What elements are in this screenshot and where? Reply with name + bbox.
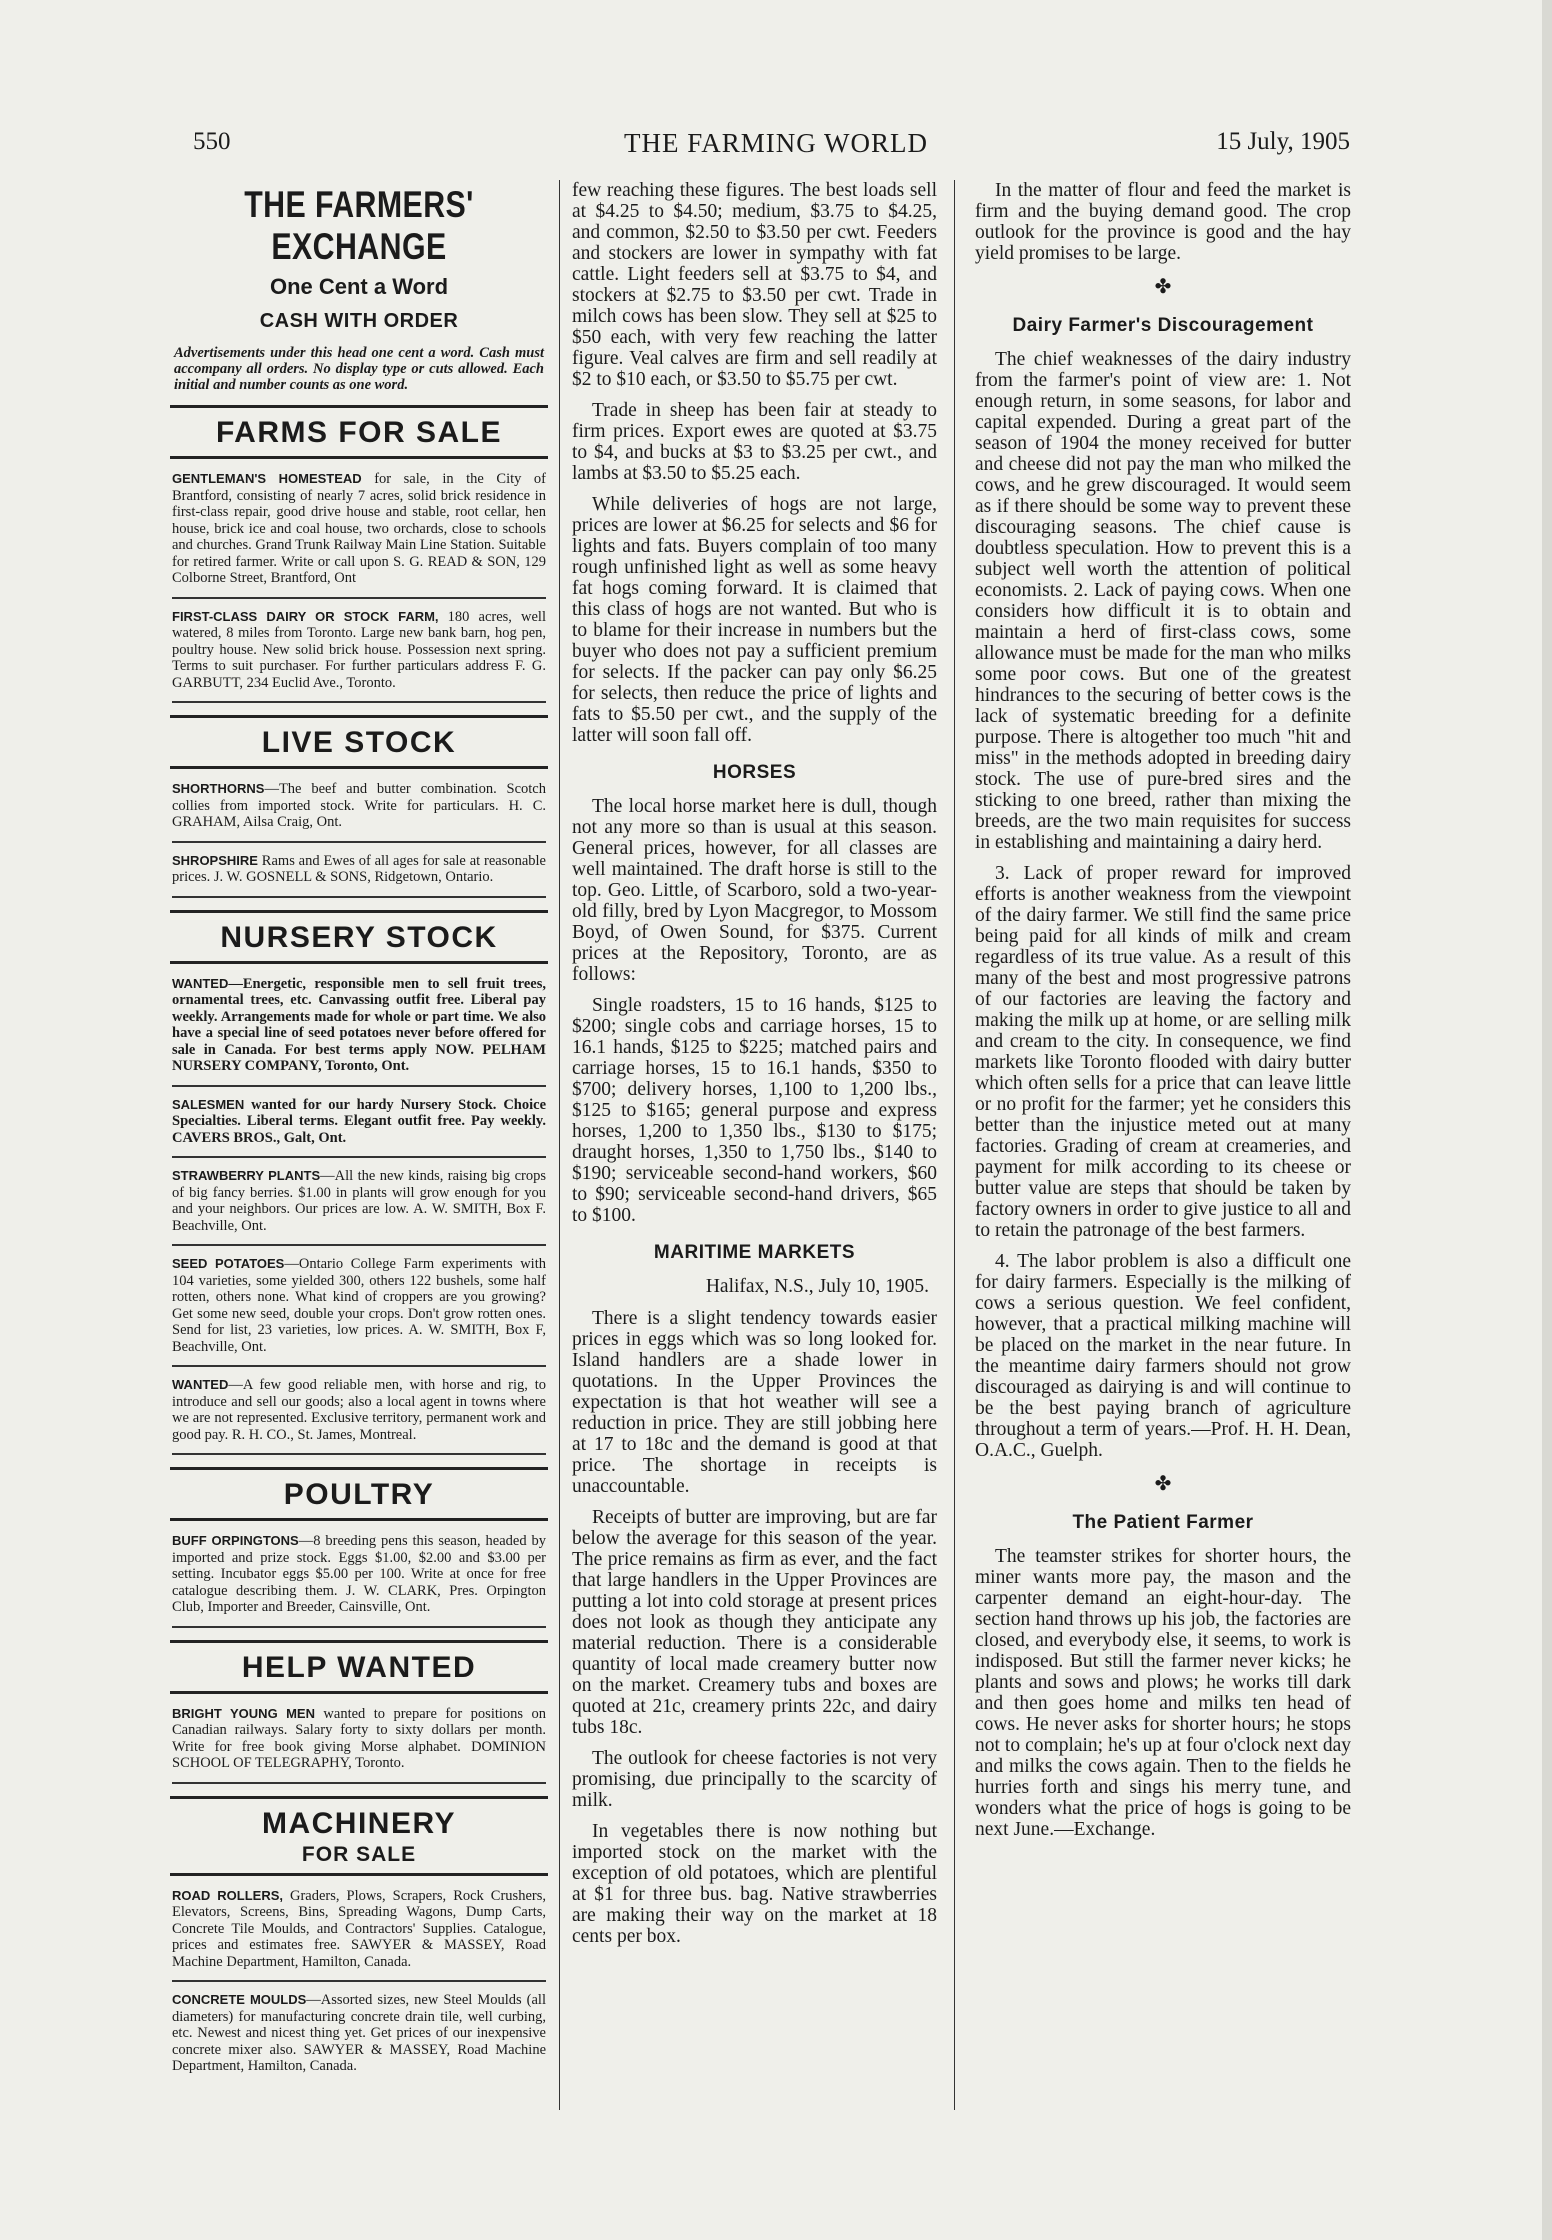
ornament-icon-2: ✤ xyxy=(1154,1473,1172,1495)
paragraph: Single roadsters, 15 to 16 hands, $125 to $200; single cobs and carriage horses, 15 to 16.1 hands, $125 to $225; matched pairs and carriage horses, 15 to 16.1 hands, $350 to $700; delivery horses, 1,100 to 1,200 lbs., $125 to $165; general purpose and express horses, 1,200 to 1,350 lbs., $130 to $175; draught horses, 1,350 to 1,750 lbs., $140 to $190; serviceable second-hand workers, $60 to $90; serviceable second-hand drivers, $65 to $100. xyxy=(572,995,937,1226)
ad-text: wanted for our hardy Nursery Stock. Choice Specialties. Liberal terms. Elegant outfit free. Pay weekly. CAVERS BROS., Galt, Ont. xyxy=(172,1096,546,1146)
classifieds-column xyxy=(170,180,548,2150)
ad-lead: FIRST-CLASS DAIRY OR STOCK FARM, xyxy=(172,608,439,624)
dairy-heading: Dairy Farmer's Discouragement xyxy=(1012,315,1314,336)
ad-text: —The beef and butter combination. Scotch collies from imported stock. Write for particulars. H. C. GRAHAM, Ailsa Craig, Ont. xyxy=(172,781,546,830)
classified-ad xyxy=(172,1256,546,1367)
ad-text: —Ontario College Farm experiments with 104 varieties, some yielded 300, others 122 bushels, some half rotten, others none. What kind of croppers are you growing? Get some new seed, double your crops. Don't grow rotten ones. Send for list, 23 varieties, low prices. A. W. SMITH, Box F, Beachville, Ont. xyxy=(172,1256,546,1355)
column-rule-2 xyxy=(954,180,955,2110)
articles-column xyxy=(975,180,1351,2140)
classified-ad xyxy=(172,976,546,1087)
ad-text: —All the new kinds, raising big crops of big fancy berries. $1.00 in plants will grow enough for you and your neighbors. Our prices are low. A. W. SMITH, Box F. Beachville, Ont. xyxy=(172,1168,546,1234)
ad-text: —Assorted sizes, new Steel Moulds (all diameters) for manufacturing concrete drain tile, well curbing, etc. Newest and nicest thing yet. Get prices of our inexpensive concrete mixer also. SAWYER & MASSEY, Road Machine Department, Hamilton, Canada. xyxy=(172,1992,546,2074)
ad-text: Rams and Ewes of all ages for sale at reasonable prices. J. W. GOSNELL & SONS, Ridgetown, Ontario. xyxy=(172,852,546,885)
ad-text: —8 breeding pens this season, headed by imported and prize stock. Eggs $1.00, $2.00 and $3.00 per setting. Incubator eggs $5.00 per 100. Write at once for free catalogue describing them. J. W. CLARK, Pres. Orpington Club, Importer and Breeder, Cainsville, Ont. xyxy=(172,1533,546,1615)
classified-ad xyxy=(172,1533,546,1628)
section-heading xyxy=(170,1640,548,1694)
section-title: MACHINERY xyxy=(261,1806,457,1840)
classified-ad xyxy=(172,471,546,599)
classified-ad xyxy=(172,1706,546,1784)
masthead-title: THE FARMING WORLD xyxy=(624,128,928,158)
maritime-heading: MARITIME MARKETS xyxy=(653,1242,856,1263)
patient-farmer-heading: The Patient Farmer xyxy=(1072,1512,1254,1533)
classified-ad xyxy=(172,1168,546,1246)
classified-ad xyxy=(172,1377,546,1455)
ad-lead: GENTLEMAN'S HOMESTEAD xyxy=(172,471,362,486)
section-title: LIVE STOCK xyxy=(261,726,457,759)
paragraph: In vegetables there is now nothing but imported stock on the market with the exception of old potatoes, which are plentiful at $1 for three bus. bag. Native strawberries are making their way on the market at 18 cents per box. xyxy=(572,1821,937,1947)
ornament-icon: ✤ xyxy=(1154,276,1172,298)
section-title: POULTRY xyxy=(283,1478,435,1511)
maritime-report xyxy=(572,1308,937,1947)
ad-lead: SHORTHORNS xyxy=(172,781,265,796)
ad-text: —A few good reliable men, with horse and rig, to introduce and sell our goods; also a local agent in towns where we are not represented. Exclusive territory, permanent work and good pay. R. H. CO., St. James, Montreal. xyxy=(172,1377,546,1443)
section-heading xyxy=(170,910,548,964)
classified-ad xyxy=(172,1888,546,1983)
paragraph: 3. Lack of proper reward for improved efforts is another weakness from the viewpoint of the dairy farmer. We still find the same price being paid for all kinds of milk and cream regardless of its true value. As a result of this many of the best and most progressive patrons of our factories are leaving the factory and making the milk up at home, or are selling milk and cream to the city. In consequence, we find markets like Toronto flooded with dairy butter which often sells for a price that can leave little or no profit for the farmer; yet he considers this better than the injustice meted out at many factories. Grading of cream at creameries, and payment for milk according to its cheese or butter value are steps that should be taken by factory owners in order to give justice to all and to retain the patronage of the best farmers. xyxy=(975,863,1351,1241)
section-title: FARMS FOR SALE xyxy=(215,416,502,449)
ad-lead: BUFF ORPINGTONS xyxy=(172,1533,299,1548)
patient-farmer-article xyxy=(975,1546,1351,1840)
ad-lead: BRIGHT YOUNG MEN xyxy=(172,1705,315,1721)
section-heading xyxy=(170,405,548,459)
exchange-title: THE FARMERS' EXCHANGE xyxy=(244,184,474,267)
ad-lead: SHROPSHIRE xyxy=(172,852,258,868)
paragraph: Trade in sheep has been fair at steady to firm prices. Export ewes are quoted at $3.75 to $4, and bucks at $3 to $3.25 per cwt., and lambs at $3.50 to $5.25 each. xyxy=(572,400,937,484)
classified-sections xyxy=(170,405,548,2085)
issue-date: 15 July, 1905 xyxy=(1216,128,1350,155)
section-heading xyxy=(170,1796,548,1876)
ad-lead: SEED POTATOES xyxy=(172,1256,285,1271)
ad-lead: ROAD ROLLERS, xyxy=(172,1887,283,1903)
section-heading xyxy=(170,715,548,769)
horses-heading: HORSES xyxy=(712,762,797,783)
section-title: HELP WANTED xyxy=(241,1650,477,1684)
ad-text: 180 acres, well watered, 8 miles from Toronto. Large new bank barn, hog pen, poultry house. New solid brick house. Possession next spring. Terms to suit purchaser. For further particulars address F. G. GARBUTT, 234 Euclid Ave., Toronto. xyxy=(172,608,546,691)
section-heading xyxy=(170,1467,548,1521)
paragraph: 4. The labor problem is also a difficult one for dairy farmers. Especially is the milking of cows a serious question. We feel confident, however, that a practical milking machine will be placed on the market in the near future. In the meantime dairy farmers should not grow discouraged as dairying is and will continue to be the best paying branch of agriculture throughout a term of years.—Prof. H. H. Dean, O.A.C., Guelph. xyxy=(975,1251,1351,1461)
page-number: 550 xyxy=(193,128,231,155)
exchange-rate: One Cent a Word xyxy=(269,274,449,299)
paragraph: Receipts of butter are improving, but are far below the average for this season of the year. The price remains as firm as ever, and the fact that large handlers in the Upper Provinces are putting a lot into cold storage at present prices does not look as though they anticipate any material reduction. There is a considerable quantity of local made creamery butter now on the market. Creamery tubs and boxes are quoted at 21c, creamery prints 22c, and dairy tubs 18c. xyxy=(572,1507,937,1738)
maritime-dateline: Halifax, N.S., July 10, 1905. xyxy=(705,1276,929,1297)
section-title: NURSERY STOCK xyxy=(220,920,498,954)
dairy-article xyxy=(975,349,1351,1461)
ad-lead: WANTED xyxy=(172,975,229,991)
cattle-sheep-hogs-report xyxy=(572,180,937,746)
paragraph: The outlook for cheese factories is not very promising, due principally to the scarcity of milk. xyxy=(572,1748,937,1811)
flour-feed-paragraph: In the matter of flour and feed the market is firm and the buying demand good. The crop outlook for the province is good and the hay yield promises to be large. xyxy=(975,180,1351,264)
classified-ad xyxy=(172,1097,546,1159)
column-rule-1 xyxy=(559,180,560,2110)
horses-report xyxy=(572,796,937,1226)
paragraph: few reaching these figures. The best loads sell at $4.25 to $4.50; medium, $3.75 to $4.25, and common, $2.50 to $3.50 per cwt. Feeders and stockers are lower in sympathy with fat cattle. Light feeders sell at $3.75 to $4, and stockers at $2.75 to $3.50 per cwt. Trade in milch cows has been slow. They sell at $25 to $50 each, with very few reaching the latter figure. Veal calves are firm and sell readily at $2 to $10 each, or $3.50 to $5.75 per cwt. xyxy=(572,180,937,390)
section-subtitle: FOR SALE xyxy=(301,1842,417,1866)
ad-lead: WANTED xyxy=(172,1377,229,1392)
paragraph: The chief weaknesses of the dairy industry from the farmer's point of view are: 1. Not enough return, in some seasons, for labor and capital expended. During a great part of the season of 1904 the money received for butter and cheese did not pay the man who milked the cows, and he grew discouraged. It would seem as if there should be some way to prevent these discouraging seasons. The chief cause is doubtless speculation. How to prevent this is a subject well worth the attention of political economists. 2. Lack of paying cows. When one considers how difficult it is to obtain and maintain a herd of first-class cows, some allowance must be made for the man who milks some poor cows. But one of the greatest hindrances to the securing of better cows is the lack of systematic breeding for a definite purpose. There is altogether too much "hit and miss" in the methods adopted in breeding dairy stock. The use of pure-bred sires and the sticking to one breed, rather than mixing the breeds, are the two main requisites for success in establishing and maintaining a dairy herd. xyxy=(975,349,1351,853)
exchange-note: Advertisements under this head one cent a word. Cash must accompany all orders. No display type or cuts allowed. Each initial and number counts as one word. xyxy=(174,345,544,393)
ad-lead: STRAWBERRY PLANTS xyxy=(172,1168,321,1183)
ad-text: for sale, in the City of Brantford, consisting of nearly 7 acres, solid brick residence in first-class repair, good drive house and stable, root cellar, hen house, brick ice and coal house, two orchards, close to schools and churches. Grand Trunk Railway Main Line Station. Suitable for retired farmer. Write or call upon S. G. READ & SON, 129 Colborne Street, Brantford, Ont xyxy=(172,471,546,586)
classified-ad xyxy=(172,853,546,898)
paragraph: The teamster strikes for shorter hours, the miner wants more pay, the mason and the carpenter demand an eight-hour-day. The section hand throws up his job, the factories are closed, and everybody else, it seems, to work is indisposed. But still the farmer never kicks; he plants and sows and plows; he works till dark and then goes home and milks ten head of cows. He never asks for shorter hours; he stops not to complain; he's up at four o'clock next day and milks the cows again. Then to the fields he hurries forth and sings his merry tune, and wonders what the price of hogs is going to be next June.—Exchange. xyxy=(975,1546,1351,1840)
ad-text: —Energetic, responsible men to sell fruit trees, ornamental trees, etc. Canvassing outfit free. Liberal pay weekly. Arrangements made for whole or part time. We also have a special line of seed potatoes never before offered for sale in Canada. For best terms apply NOW. PELHAM NURSERY COMPANY, Toronto, Ont. xyxy=(172,975,546,1074)
ad-lead: CONCRETE MOULDS xyxy=(172,1992,307,2007)
classified-ad xyxy=(172,609,546,704)
paragraph: The local horse market here is dull, though not any more so than is usual at this season. General prices, however, for all classes are well maintained. The draft horse is still to the top. Geo. Little, of Scarboro, sold a two-year-old filly, bred by Lyon Macgregor, to Mossom Boyd, of Owen Sound, for $375. Current prices at the Repository, Toronto, are as follows: xyxy=(572,796,937,985)
ad-text: wanted to prepare for positions on Canadian railways. Salary forty to sixty dollars per month. Write for free book giving Morse alphabet. DOMINION SCHOOL OF TELEGRAPHY, Toronto. xyxy=(172,1705,546,1771)
classified-ad xyxy=(172,781,546,843)
paragraph: There is a slight tendency towards easier prices in eggs which was so long looked for. Island handlers are a shade lower in quotations. In the Upper Provinces the expectation is that hot weather will see a reduction in price. They are still jobbing here at 17 to 18c and the demand is good at that price. The shortage in receipts is unaccountable. xyxy=(572,1308,937,1497)
ad-lead: SALESMEN xyxy=(172,1096,245,1112)
exchange-terms: CASH WITH ORDER xyxy=(259,310,459,332)
page-edge-shadow xyxy=(1542,0,1552,2240)
classified-ad xyxy=(172,1992,546,2085)
markets-column xyxy=(572,180,937,2130)
paragraph: While deliveries of hogs are not large, prices are lower at $6.25 for selects and $6 for lights and fats. Buyers complain of too many rough unfinished light as well as some heavy fat hogs coming forward. It is claimed that this class of hogs are not wanted. But who is to blame for their increase in numbers but the buyer who does not pay a sufficient premium for selects. If the packer can pay only $6.25 for selects, then reduce the price of lights and fats to $5.50 per cwt., and the supply of the latter will soon fall off. xyxy=(572,494,937,746)
ad-text: Graders, Plows, Scrapers, Rock Crushers, Elevators, Screens, Bins, Spreading Wagons, Dump Carts, Concrete Tile Moulds, and Contractors' Supplies. Catalogue, prices and estimates free. SAWYER & MASSEY, Road Machine Department, Hamilton, Canada. xyxy=(172,1887,546,1970)
